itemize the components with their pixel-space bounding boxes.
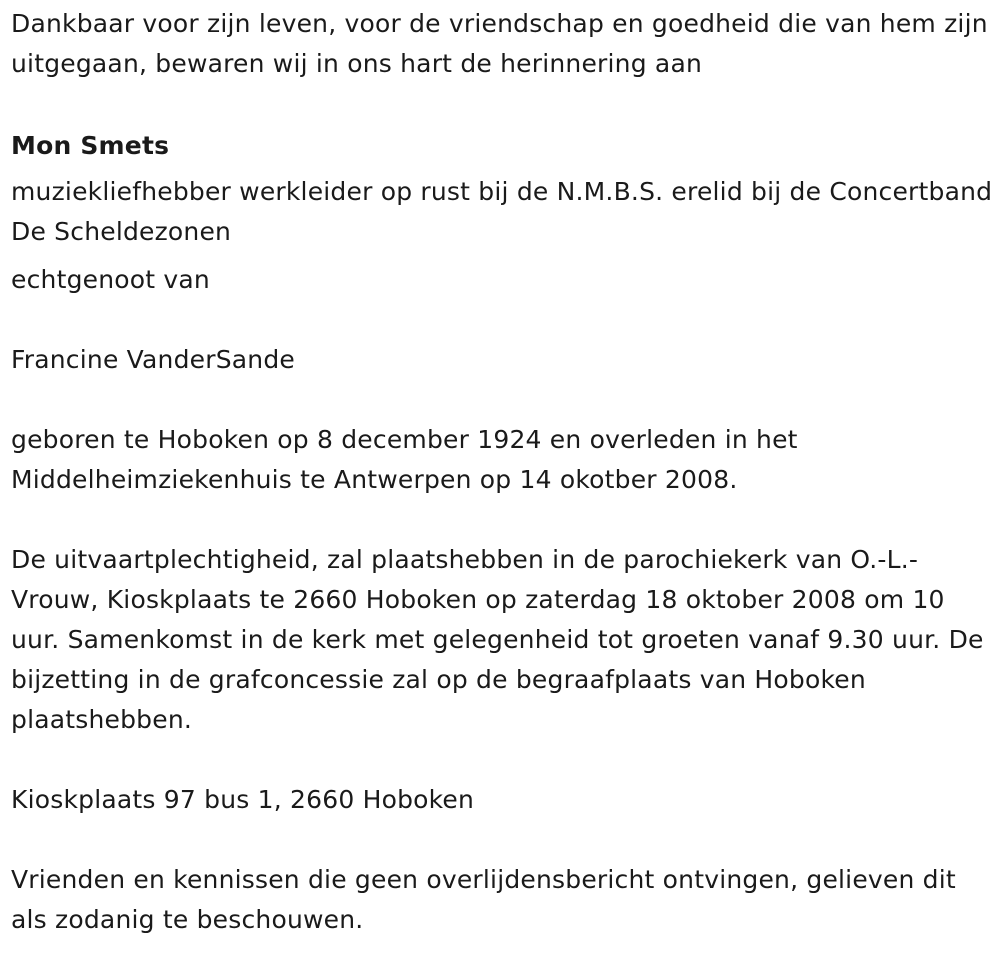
spouse-name: Francine VanderSande <box>11 345 296 374</box>
deceased-name: Mon Smets <box>11 131 170 160</box>
address-line: Kioskplaats 97 bus 1, 2660 Hoboken <box>11 785 475 814</box>
spouse-label: echtgenoot van <box>11 265 210 294</box>
description-paragraph: muziekliefhebber werkleider op rust bij de N.M.B.S. erelid bij de Concertband De Scheldezonen <box>11 177 993 246</box>
birth-death-paragraph: geboren te Hoboken op 8 december 1924 en overleden in het Middelheimziekenhuis te Antwerpen op 14 okotber 2008. <box>11 425 798 494</box>
intro-paragraph: Dankbaar voor zijn leven, voor de vriendschap en goedheid die van hem zijn uitgegaan, bewaren wij in ons hart de herinnering aan <box>11 9 988 78</box>
obituary-text <box>11 4 993 940</box>
ceremony-paragraph: De uitvaartplechtigheid, zal plaatshebben in de parochiekerk van O.-L.-Vrouw, Kioskplaats te 2660 Hoboken op zaterdag 18 oktober 2008 om 10 uur. Samenkomst in de kerk met gelegenheid tot groeten vanaf 9.30 uur. De bijzetting in de grafconcessie zal op de begraafplaats van Hoboken plaatshebben. <box>11 545 984 734</box>
closing-paragraph: Vrienden en kennissen die geen overlijdensbericht ontvingen, gelieven dit als zodanig te beschouwen. <box>11 865 956 934</box>
